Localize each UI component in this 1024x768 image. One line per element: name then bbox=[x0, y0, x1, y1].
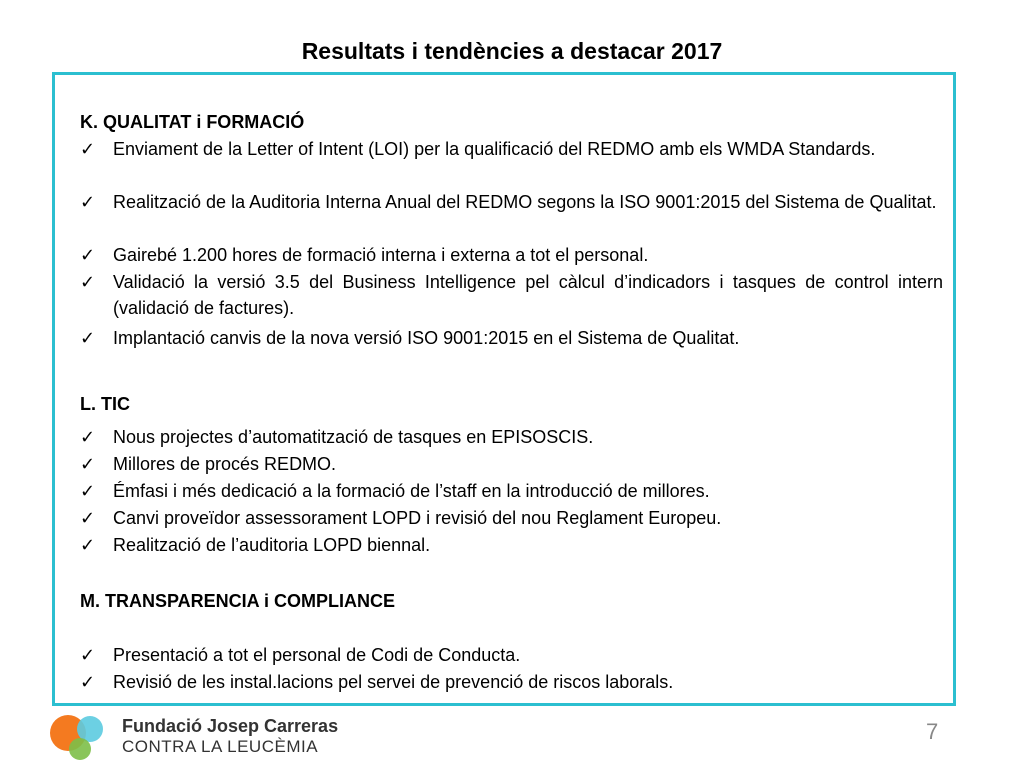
list-item-text: Implantació canvis de la nova versió ISO 9001:2015 en el Sistema de Qualitat. bbox=[113, 328, 740, 348]
checkmark-icon: ✓ bbox=[80, 192, 96, 212]
list-item-l-3 bbox=[80, 478, 943, 504]
list-item-k-2 bbox=[80, 189, 943, 215]
checkmark-icon: ✓ bbox=[80, 427, 96, 447]
list-item-l-5 bbox=[80, 532, 943, 558]
checkmark-icon: ✓ bbox=[80, 454, 96, 474]
list-item-l-4 bbox=[80, 505, 943, 531]
checkmark-icon: ✓ bbox=[80, 272, 96, 292]
list-item-text: Revisió de les instal.lacions pel servei de prevenció de riscos laborals. bbox=[113, 672, 674, 692]
section-heading-m: M. TRANSPARENCIA i COMPLIANCE bbox=[80, 591, 395, 611]
checkmark-icon: ✓ bbox=[80, 139, 96, 159]
list-item-text: Validació la versió 3.5 del Business Intelligence pel càlcul d’indicadors i tasques de control intern (validació de factures). bbox=[113, 272, 943, 318]
section-heading-l: L. TIC bbox=[80, 394, 130, 414]
section-heading-k: K. QUALITAT i FORMACIÓ bbox=[80, 112, 305, 132]
list-item-k-1 bbox=[80, 136, 943, 162]
checkmark-icon: ✓ bbox=[80, 481, 96, 501]
checkmark-icon: ✓ bbox=[80, 645, 96, 665]
list-item-m-2 bbox=[80, 669, 943, 695]
list-item-m-1 bbox=[80, 642, 943, 668]
list-item-k-4 bbox=[80, 269, 943, 321]
list-item-k-5 bbox=[80, 325, 943, 351]
list-item-l-1 bbox=[80, 424, 943, 450]
checkmark-icon: ✓ bbox=[80, 245, 96, 265]
foundation-logo bbox=[48, 711, 110, 761]
list-item-text: Presentació a tot el personal de Codi de Conducta. bbox=[113, 645, 521, 665]
list-item-text: Millores de procés REDMO. bbox=[113, 454, 337, 474]
list-item-text: Gairebé 1.200 hores de formació interna i externa a tot el personal. bbox=[113, 245, 649, 265]
organization-subtitle: CONTRA LA LEUCÈMIA bbox=[122, 737, 319, 756]
list-item-text: Realització de la Auditoria Interna Anual del REDMO segons la ISO 9001:2015 del Sistema de Qualitat. bbox=[113, 192, 937, 212]
checkmark-icon: ✓ bbox=[80, 672, 96, 692]
checkmark-icon: ✓ bbox=[80, 535, 96, 555]
page-number: 7 bbox=[926, 719, 939, 744]
list-item-text: Canvi proveïdor assessorament LOPD i revisió del nou Reglament Europeu. bbox=[113, 508, 722, 528]
checkmark-icon: ✓ bbox=[80, 328, 96, 348]
slide-title: Resultats i tendències a destacar 2017 bbox=[301, 38, 723, 64]
logo-green-circle bbox=[69, 738, 91, 760]
checkmark-icon: ✓ bbox=[80, 508, 96, 528]
list-item-l-2 bbox=[80, 451, 943, 477]
list-item-text: Émfasi i més dedicació a la formació de l’staff en la introducció de millores. bbox=[113, 481, 710, 501]
list-item-text: Nous projectes d’automatització de tasques en EPISOSCIS. bbox=[113, 427, 594, 447]
list-item-k-3 bbox=[80, 242, 943, 268]
list-item-text: Realització de l’auditoria LOPD biennal. bbox=[113, 535, 431, 555]
list-item-text: Enviament de la Letter of Intent (LOI) per la qualificació del REDMO amb els WMDA Standards. bbox=[113, 139, 876, 159]
organization-name: Fundació Josep Carreras bbox=[122, 716, 339, 736]
